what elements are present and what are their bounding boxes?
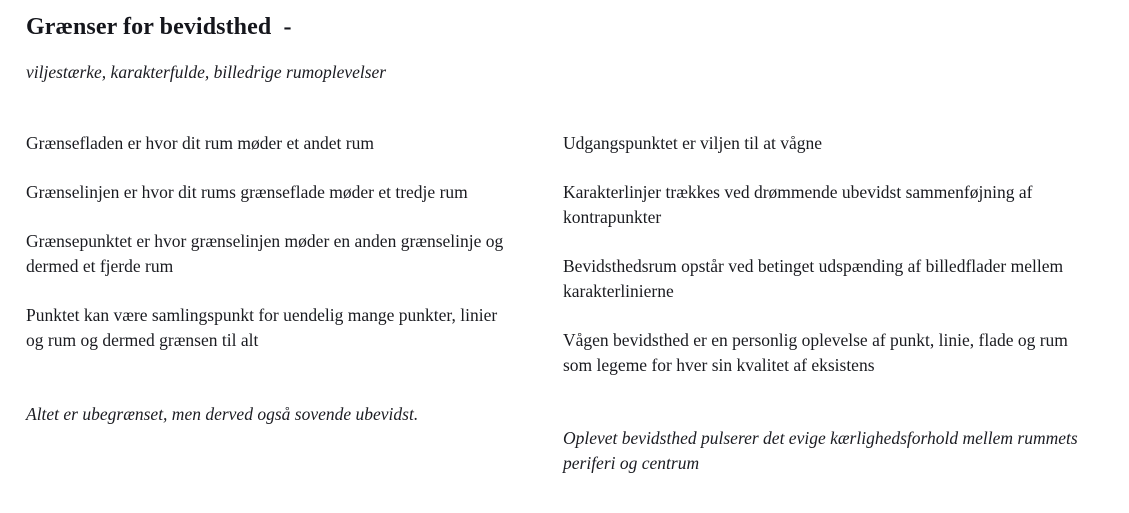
left-paragraph-1: Grænsefladen er hvor dit rum møder et andet rum bbox=[26, 133, 374, 153]
right-column bbox=[563, 131, 1100, 476]
right-paragraph-1: Udgangspunktet er viljen til at vågne bbox=[563, 133, 823, 153]
page-subtitle: viljestærke, karakterfulde, billedrige rumoplevelser bbox=[26, 62, 387, 82]
page-title: Grænser for bevidsthed - bbox=[26, 14, 292, 40]
right-closing-statement: Oplevet bevidsthed pulserer det evige kærlighedsforhold mellem rummets periferi og centrum bbox=[563, 428, 1078, 473]
right-paragraph-2: Karakterlinjer trækkes ved drømmende ubevidst sammenføjning af kontrapunkter bbox=[563, 182, 1033, 227]
left-paragraph-3: Grænsepunktet er hvor grænselinjen møder en anden grænselinje og dermed et fjerde rum bbox=[26, 231, 504, 276]
left-closing-statement: Altet er ubegrænset, men derved også sovende ubevidst. bbox=[26, 404, 419, 424]
body-columns bbox=[0, 131, 1129, 513]
left-paragraph-4: Punktet kan være samlingspunkt for uendelig mange punkter, linier og rum og dermed grænsen til alt bbox=[26, 305, 498, 350]
left-paragraph-2: Grænselinjen er hvor dit rums grænseflade møder et tredje rum bbox=[26, 182, 468, 202]
right-paragraph-3: Bevidsthedsrum opstår ved betinget udspænding af billedflader mellem karakterlinierne bbox=[563, 256, 1064, 301]
left-column bbox=[26, 131, 518, 427]
right-paragraph-4: Vågen bevidsthed er en personlig oplevelse af punkt, linie, flade og rum som legeme for hver sin kvalitet af eksistens bbox=[563, 330, 1068, 375]
document-header bbox=[26, 12, 1096, 83]
